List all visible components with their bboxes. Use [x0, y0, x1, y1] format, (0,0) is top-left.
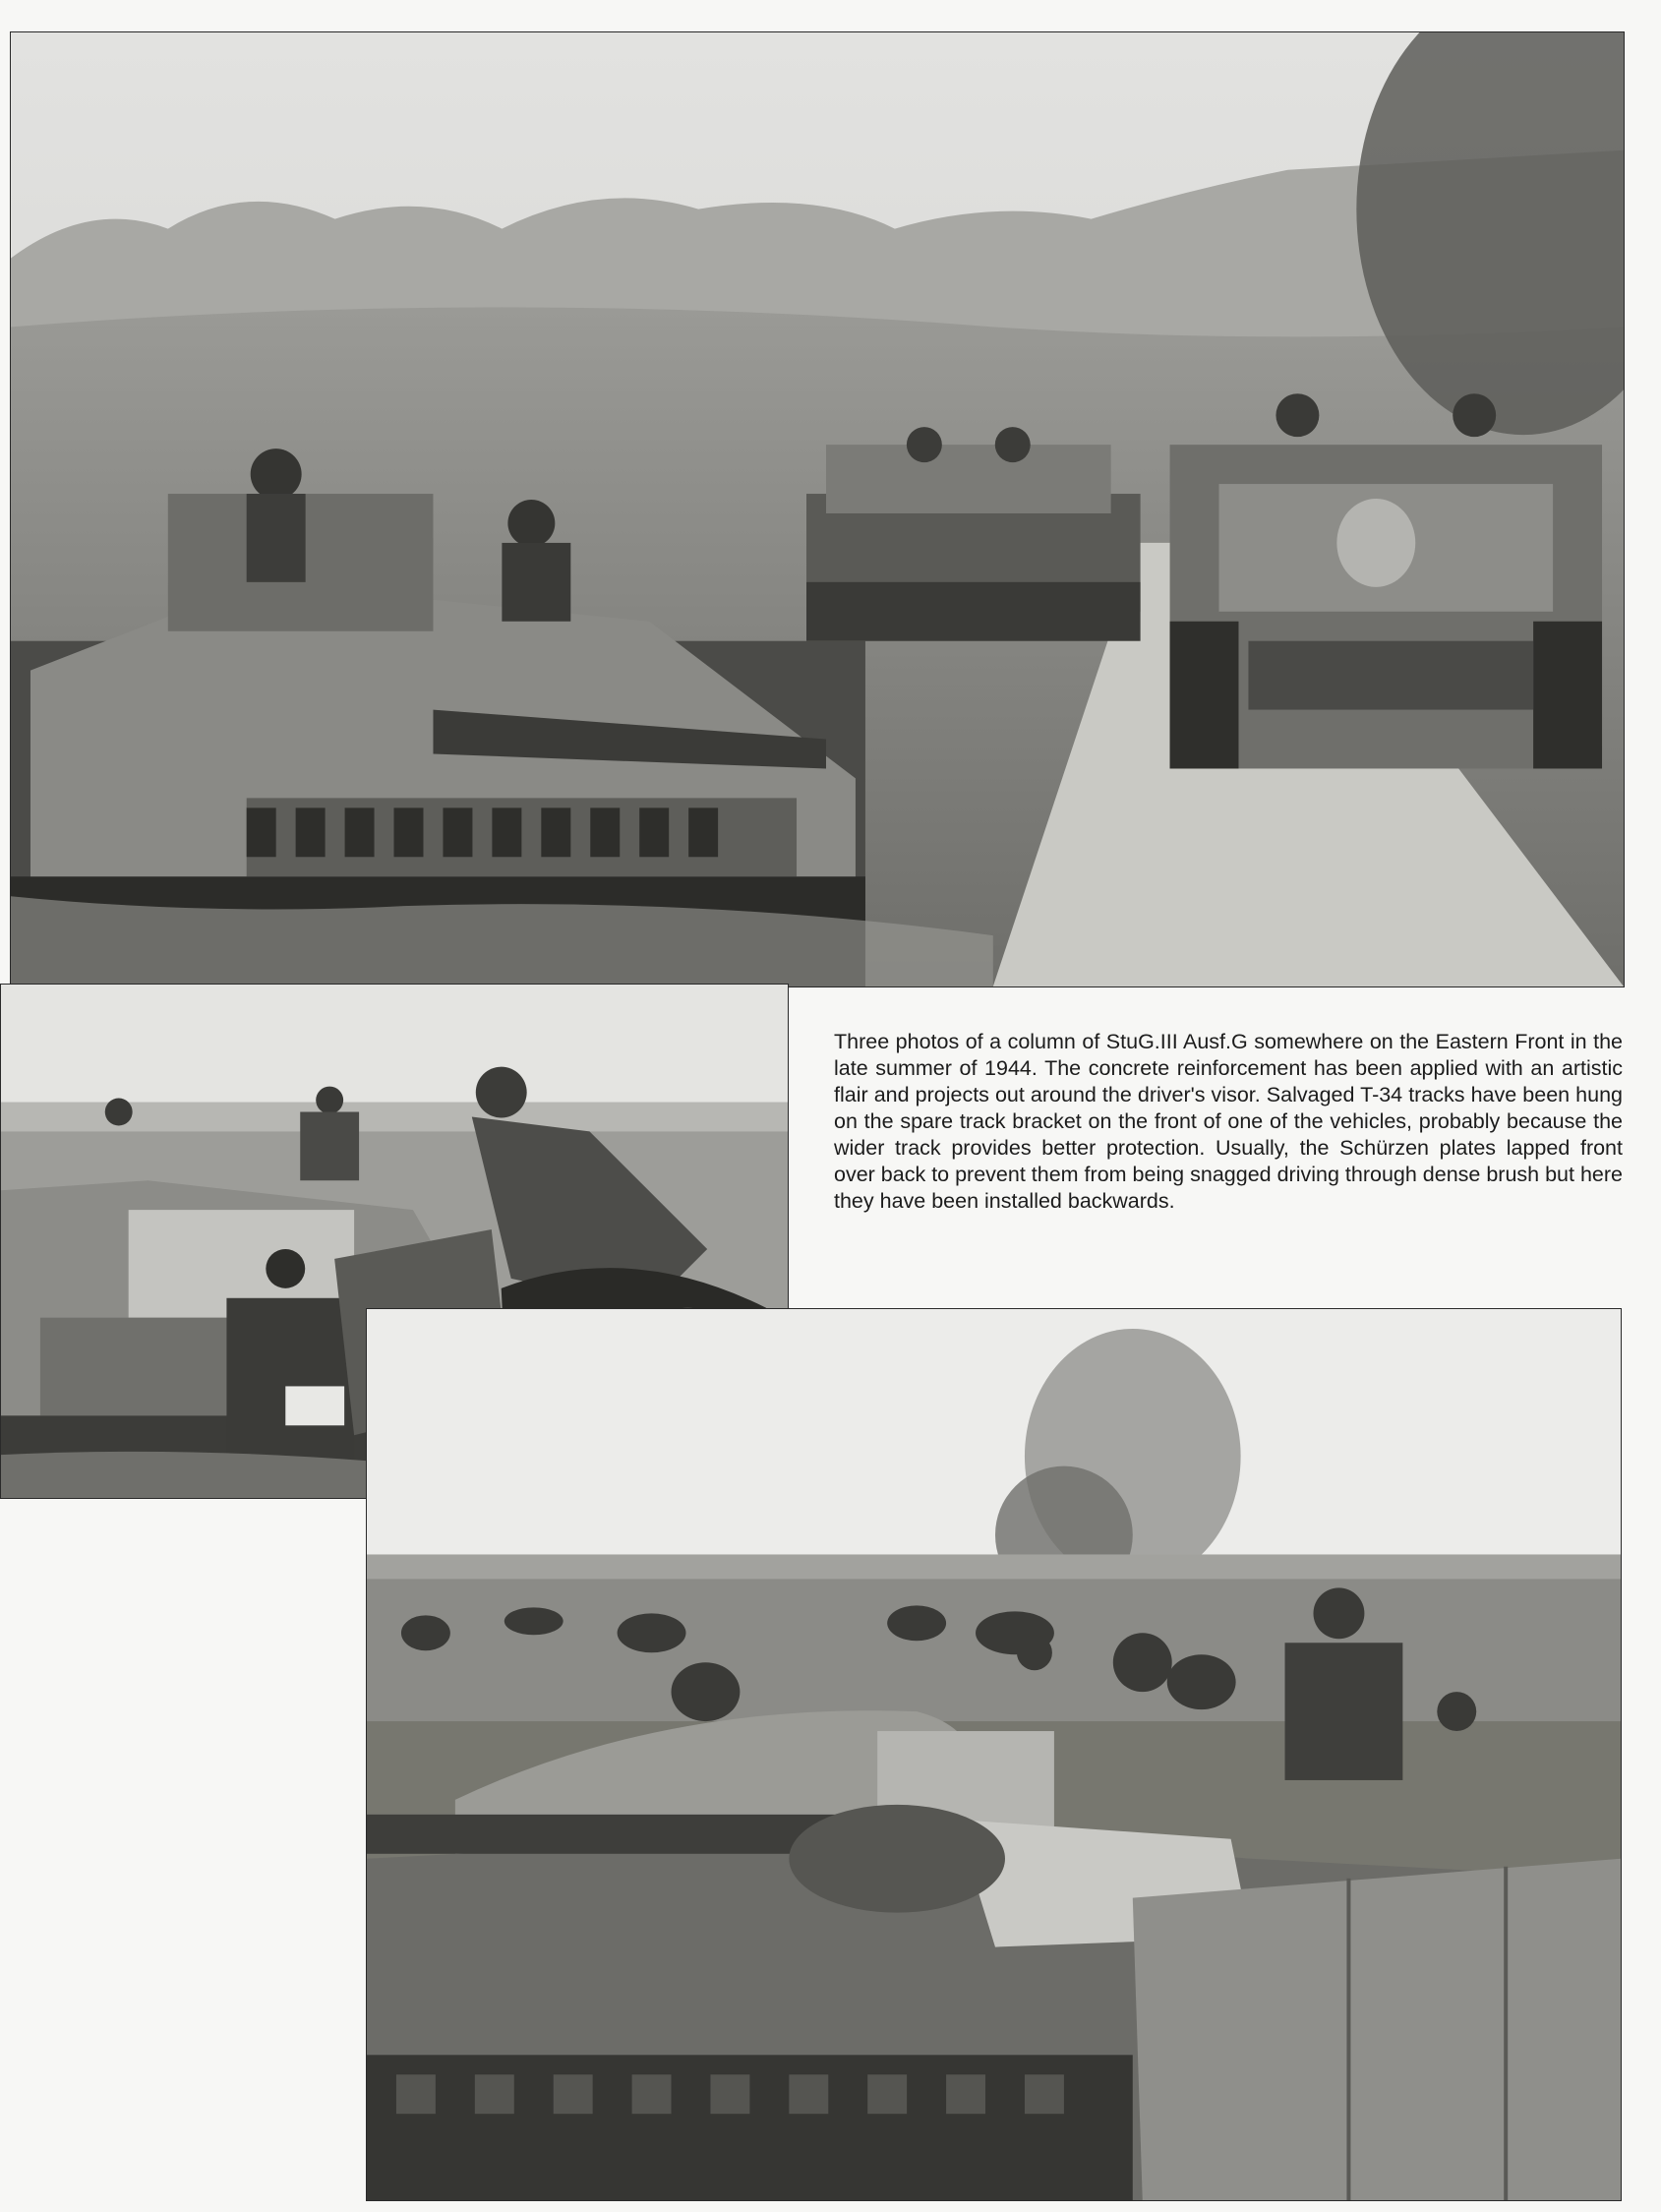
photo-stug-camouflaged-field	[366, 1308, 1622, 2201]
photo-caption: Three photos of a column of StuG.III Ausf.G somewhere on the Eastern Front in the late summer of 1944. The concrete reinforcement has been applied with an artistic flair and projects out around the driver's visor. Salvaged T-34 tracks have been hung on the spare track bracket on the front of one of the vehicles, probably because the wider track provides better protection. Usually, the Schürzen plates lapped front over back to prevent them from being snagged driving through dense brush but here they have been installed backwards.	[834, 1030, 1623, 1213]
photo-top-image	[11, 32, 1624, 986]
photo-bottom-image	[367, 1309, 1621, 2200]
photo-stug-column-road	[10, 31, 1625, 987]
